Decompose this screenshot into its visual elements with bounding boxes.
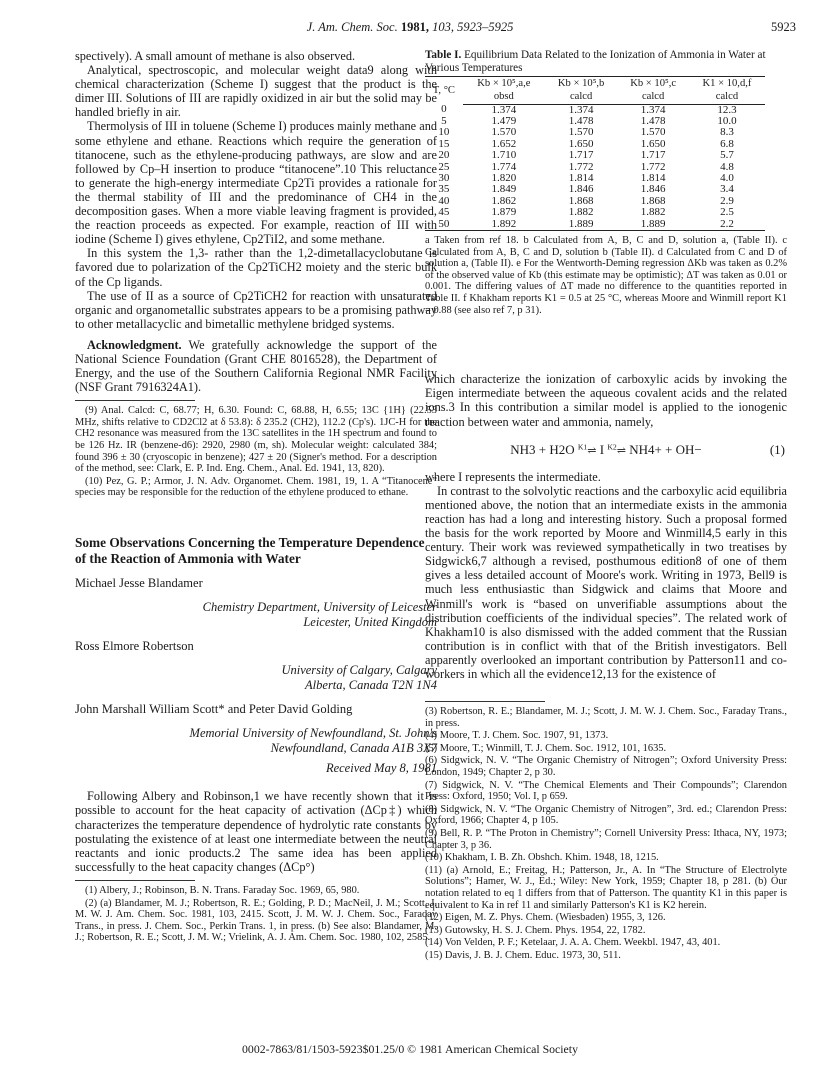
reference-item: (11) (a) Arnold, E.; Freitag, H.; Patterson, Jr., A. In “The Structure of Electrolyte Solutions”; Hamer, W. J., Ed.; Wiley: New York, 1959; Chapter 18, p 281. (b) Our notation related to eq 1 differs from that of Patterson. The quantity K1 in this paper is equivalent to Ka in ref 11 and similarly Patterson's K1 is K2 herein. — [425, 864, 787, 911]
footnote: (2) (a) Blandamer, M. J.; Robertson, R. E.; Golding, P. D.; MacNeil, J. M.; Scott, J. M. W. J. Am. Chem. Soc. 1981, 103, 2415. Scott, J. M. W. J. Chem. Soc., Faraday Trans., in press. J. Chem. Soc., Perkin Trans. 1, in press. (b) See also: Blandamer, M. J.; Robertson, R. E.; Scott, J. M. W.; Vrielink, A. J. Am. Chem. Soc. 1980, 102, 2585. — [75, 897, 437, 944]
equilibrium-arrow-icon: $^{K2}$⇌ — [607, 441, 626, 457]
equation-number: (1) — [769, 441, 785, 457]
value-cell: 1.868 — [640, 194, 666, 207]
left-column — [75, 49, 437, 945]
table-row — [425, 150, 765, 161]
table-row — [425, 162, 765, 173]
column-subheader: calcd — [689, 90, 765, 104]
value-cell: 1.478 — [640, 115, 666, 127]
value-cell: 1.846 — [568, 183, 594, 196]
affiliation-line: Leicester, United Kingdom — [303, 614, 437, 629]
value-cell: 1.717 — [640, 149, 666, 162]
value-cell: 2.9 — [720, 194, 734, 207]
footnote: (1) Albery, J.; Robinson, B. N. Trans. Faraday Soc. 1969, 65, 980. — [85, 884, 360, 896]
value-cell: 1.717 — [568, 149, 594, 162]
table-row — [425, 207, 765, 218]
temperature-cell: 5 — [441, 115, 447, 127]
affiliation-line: Memorial University of Newfoundland, St. John's — [189, 726, 437, 741]
temperature-cell: 15 — [438, 137, 450, 150]
affiliation-line: Alberta, Canada T2N 1N4 — [305, 677, 437, 692]
column-subheader: calcd — [545, 90, 617, 104]
value-cell: 1.774 — [491, 160, 517, 173]
value-cell: 1.652 — [491, 137, 517, 150]
value-cell: 3.4 — [720, 183, 734, 196]
temperature-cell: 10 — [438, 126, 450, 139]
journal-volume-pages: 103, 5923–5925 — [432, 20, 514, 34]
value-cell: 1.710 — [491, 149, 517, 162]
page-number: 5923 — [771, 20, 796, 34]
temperature-cell: 50 — [425, 219, 463, 231]
value-cell: 1.570 — [640, 126, 666, 139]
value-cell: 1.570 — [491, 126, 517, 139]
table-row — [425, 116, 765, 127]
footnote-divider — [75, 400, 195, 401]
value-cell: 1.650 — [640, 137, 666, 150]
paragraph: In contrast to the solvolytic reactions and the carboxylic acid equilibria mentioned above, the notion that an intermediate exists in the ammonia reaction has had a long and interesting history. Such a proposal formed the basis for the work reported by Moore and Winmill4,5 early in this century. Their work was reviewed sympathetically in two treatises by Sidgwick6,7 although a revised, posthumous edition8 of one of them gives a less detailed account of Moore's work. Writing in 1973, Bell9 is much less enthusiastic than Sidgwick and claims that Moore and Winmill's work is “based on unverifiable assumptions about the distribution coefficients of the individual species”. The related work of Khakham10 is also dismissed with the added comment that the Russian contribution is in conflict with that of the British investigators. Bell apparently overlooked an important contribution by Patterson11 and co-workers in which all the evidence12,13 for the existence of — [425, 483, 787, 681]
table-row — [425, 139, 765, 150]
affiliation — [75, 663, 437, 692]
footnote: (10) Pez, G. P.; Armor, J. N. Adv. Organomet. Chem. 1981, 19, 1. A “Titanocene” species may be responsible for the reduction of the ethylene produced to ethane. — [75, 475, 437, 499]
value-cell: 1.882 — [568, 206, 594, 219]
value-cell: 1.892 — [463, 219, 545, 231]
table-row — [425, 127, 765, 138]
table-label: Table I. — [425, 49, 462, 61]
column-subheader: calcd — [617, 90, 689, 104]
value-cell: 1.772 — [640, 160, 666, 173]
value-cell: 1.882 — [640, 206, 666, 219]
affiliation-line: Chemistry Department, University of Leicester — [202, 600, 437, 615]
table-body — [425, 104, 765, 230]
right-column — [425, 49, 787, 963]
temperature-cell: 25 — [438, 160, 450, 173]
k1-label: K1 — [577, 441, 588, 451]
temperature-cell: 40 — [438, 194, 450, 207]
table-row — [425, 173, 765, 184]
column-header: K1 × 10,d,f — [689, 77, 765, 91]
article-title: Some Observations Concerning the Temperature Dependence of the Reaction of Ammonia with Water — [75, 535, 425, 566]
value-cell: 2.5 — [720, 206, 734, 219]
journal-name: J. Am. Chem. Soc. — [306, 20, 398, 34]
temperature-cell: 35 — [438, 183, 450, 196]
k2-label: K2 — [607, 441, 617, 451]
value-cell: 1.772 — [568, 160, 594, 173]
paragraph: where I represents the intermediate. — [425, 469, 601, 484]
equation-products: NH4+ + OH− — [629, 441, 702, 457]
table-row — [425, 219, 765, 231]
footnote-divider — [425, 701, 545, 702]
paragraph: In this system the 1,3- rather than the 1,2-dimetallacyclobutane is favored due to polarization of the Cp2TiCH2 moiety and the steric bulk of the Cp ligands. — [75, 246, 437, 289]
affiliation — [75, 600, 437, 629]
footnotes-bottom — [75, 885, 437, 944]
reference-list — [425, 706, 787, 961]
value-cell: 1.374 — [640, 103, 666, 116]
footnote-divider — [75, 880, 195, 881]
acknowledgment-label: Acknowledgment. — [87, 337, 182, 352]
table-caption — [425, 49, 787, 74]
author: John Marshall William Scott* and Peter David Golding — [75, 702, 353, 717]
table-row — [425, 104, 765, 116]
column-header: Kb × 10⁵,a,e — [463, 77, 545, 91]
equation-1 — [425, 443, 787, 458]
copyright-footer: 0002-7863/81/1503-5923$01.25/0 © 1981 American Chemical Society — [242, 1042, 578, 1056]
table-notes: a Taken from ref 18. b Calculated from A, B, C and D, solution a, (Table II). c Calculated from A, B, C and D, solution b (Table II). d Calculated from C and D of solution a, (Table II). e For the Wentworth-Deming regression ΔKb was taken as 0.2% of the observed value of Kb (this estimate may be optimistic); ΔT was taken as 0.01 or 0.001. The differing values of ΔT made no difference to the quantities reported in Table II. f Khakham reports K1 = 0.5 at 25 °C, whereas Moore and Winmill report K1 = 0.88 (see also ref 7, p 31). — [425, 235, 787, 316]
equilibrium-arrow-icon: $^{K1}$⇌ — [577, 441, 597, 457]
paragraph: spectively). A small amount of methane is also observed. — [75, 49, 356, 63]
value-cell: 1.846 — [640, 183, 666, 196]
value-cell: 4.0 — [720, 172, 734, 185]
value-cell: 10.0 — [717, 115, 737, 127]
reference-item: (10) Khakham, I. B. Zh. Obshch. Khim. 1948, 18, 1215. — [425, 852, 659, 864]
value-cell: 1.849 — [491, 183, 517, 196]
value-cell: 5.7 — [720, 149, 734, 162]
value-cell: 1.820 — [491, 172, 517, 185]
equation-intermediate: I — [599, 441, 605, 457]
running-header — [0, 20, 820, 38]
temperature-cell: 0 — [441, 103, 447, 116]
reference-item: (13) Gutowsky, H. S. J. Chem. Phys. 1954, 22, 1782. — [425, 924, 646, 936]
value-cell: 1.879 — [491, 206, 517, 219]
author: Michael Jesse Blandamer — [75, 576, 203, 590]
value-cell: 1.889 — [545, 219, 617, 231]
column-header-temperature: T, °C — [425, 77, 463, 104]
reference-item: (15) Davis, J. B. J. Chem. Educ. 1973, 30, 511. — [425, 949, 621, 961]
value-cell: 1.650 — [568, 137, 594, 150]
table-row — [425, 184, 765, 195]
table-row — [425, 196, 765, 207]
value-cell: 8.3 — [720, 126, 734, 139]
value-cell: 6.8 — [720, 137, 734, 150]
paragraph: which characterize the ionization of carboxylic acids by invoking the Eigen intermediate between the aqueous covalent acids and the related ions.3 In this contribution a similar model is applied to the ionogenic reaction between water and ammonia, namely, — [425, 372, 787, 429]
reference-item: (9) Bell, R. P. “The Proton in Chemistry”; Cornell University Press: Ithaca, NY, 1973; Chapter 3, p 36. — [425, 828, 787, 851]
value-cell: 1.570 — [568, 126, 594, 139]
reference-item: (8) Sidgwick, N. V. “The Organic Chemistry of Nitrogen”, 3rd. ed.; Clarendon Press: Oxford, 1966; Chapter 4, p 105. — [425, 803, 787, 827]
reference-item: (12) Eigen, M. Z. Phys. Chem. (Wiesbaden) 1955, 3, 126. — [425, 912, 666, 924]
affiliation-line: University of Calgary, Calgary — [281, 663, 437, 678]
acknowledgment-text: We gratefully acknowledge the support of the National Science Foundation (Grant CHE 8016528), the Department of Energy, and the use of the Southern California Regional NMR Facility (NSF Grant 7916324A1). — [75, 337, 437, 395]
column-header: Kb × 10⁵,b — [545, 77, 617, 91]
value-cell: 1.814 — [640, 172, 666, 185]
value-cell: 1.374 — [568, 103, 594, 116]
journal-year: 1981, — [400, 20, 429, 34]
equilibrium-table — [425, 76, 765, 231]
value-cell: 1.374 — [491, 103, 517, 116]
equation-reactants: NH3 + H2O — [510, 441, 575, 457]
footnote: (9) Anal. Calcd: C, 68.77; H, 6.30. Found: C, 68.88, H, 6.55; 13C {1H} (22.53 MHz, shifts relative to CD2Cl2 at δ 53.8): δ 235.2 (CH2), 112.2 (Cp's). 1JC-H for the CH2 resonance was measured from the 13C satellites in the 1H spectrum and found to be 126 Hz. IR (benzene-d6): 2920, 2980 (m, sh). Molecular weight: calculated 384; found 396 ± 30 (cryoscopic in benzene); 427 ± 20 (Signer's method. For a description of the method, see: Clark, E. P. Ind. Eng. Chem., Anal. Ed. 1941, 13, 820). — [75, 405, 437, 475]
paragraph: The use of II as a source of Cp2TiCH2 for reaction with unsaturated organic and organometallic substrates appears to be a promising pathway to other metallacyclic and bimetallic methylene bridged systems. — [75, 288, 437, 331]
paragraph: Following Albery and Robinson,1 we have recently shown that it is possible to account for the heat capacity of activation (ΔCp‡) which characterizes the temperature dependence of hydrolytic rate constants by postulating the existence of at least one intermediate between the neutral reactants and ionic products.2 The same idea has been applied successfully to the heat capacity changes (ΔCp°) — [75, 789, 437, 874]
received-date: Received May 8, 1981 — [325, 761, 437, 776]
affiliation-line: Newfoundland, Canada A1B 3X7 — [270, 740, 437, 755]
reference-item: (14) Von Velden, P. F.; Ketelaar, J. A. A. Chem. Weekbl. 1947, 43, 401. — [425, 937, 721, 949]
value-cell: 1.478 — [568, 115, 594, 127]
reference-item: (4) Moore, T. J. Chem. Soc. 1907, 91, 1373. — [425, 730, 609, 742]
reference-item: (7) Sidgwick, N. V. “The Chemical Elements and Their Compounds”; Clarendon Press: Oxford, 1950; Vol. I, p 659. — [425, 779, 787, 803]
value-cell: 4.8 — [720, 160, 734, 173]
table-caption-text: Equilibrium Data Related to the Ionization of Ammonia in Water at Various Temperatures — [425, 49, 766, 74]
value-cell: 12.3 — [717, 103, 737, 116]
reference-item: (6) Sidgwick, N. V. “The Organic Chemistry of Nitrogen”; Oxford University Press: London, 1949; Chapter 2, p 30. — [425, 755, 787, 779]
value-cell: 1.862 — [491, 194, 517, 207]
journal-citation — [0, 20, 820, 35]
author: Ross Elmore Robertson — [75, 639, 194, 654]
value-cell: 1.868 — [568, 194, 594, 207]
footnotes-top — [75, 405, 437, 499]
reference-item: (5) Moore, T.; Winmill, T. J. Chem. Soc. 1912, 101, 1635. — [425, 742, 667, 754]
acknowledgment — [75, 338, 437, 394]
temperature-cell: 30 — [438, 172, 450, 185]
value-cell: 1.889 — [617, 219, 689, 231]
column-header: Kb × 10⁵,c — [617, 77, 689, 91]
value-cell: 2.2 — [689, 219, 765, 231]
value-cell: 1.479 — [491, 115, 517, 127]
temperature-cell: 20 — [438, 149, 450, 162]
paragraph: Thermolysis of III in toluene (Scheme I) produces mainly methane and some ethylene and ethane. Reactions which require the generation of titanocene, such as the ethylene-producing pathways, are slow and are followed by Cp–H insertion to produce “titanocene”.10 This reluctance to generate the high-energy intermediate Cp2Ti provides a rationale for the thermal stability of III and the predominance of CH4 in the decomposition gases. When a more viable leaving fragment is provided, the reaction proceeds as expected. For example, reaction of III with iodine (Scheme I) gives ethylene, Cp2TiI2, and some methane. — [75, 119, 437, 247]
reference-item: (3) Robertson, R. E.; Blandamer, M. J.; Scott, J. M. W. J. Chem. Soc., Faraday Trans., in press. — [425, 706, 787, 729]
paragraph: Analytical, spectroscopic, and molecular weight data9 along with chemical characterization (Scheme I) suggest that the product is the dimer III. Solutions of III are rapidly oxidized in air but the solid may be handled briefly in air. — [75, 63, 437, 120]
column-subheader: obsd — [463, 90, 545, 104]
affiliation — [75, 726, 437, 755]
value-cell: 1.814 — [568, 172, 594, 185]
temperature-cell: 45 — [438, 206, 450, 219]
